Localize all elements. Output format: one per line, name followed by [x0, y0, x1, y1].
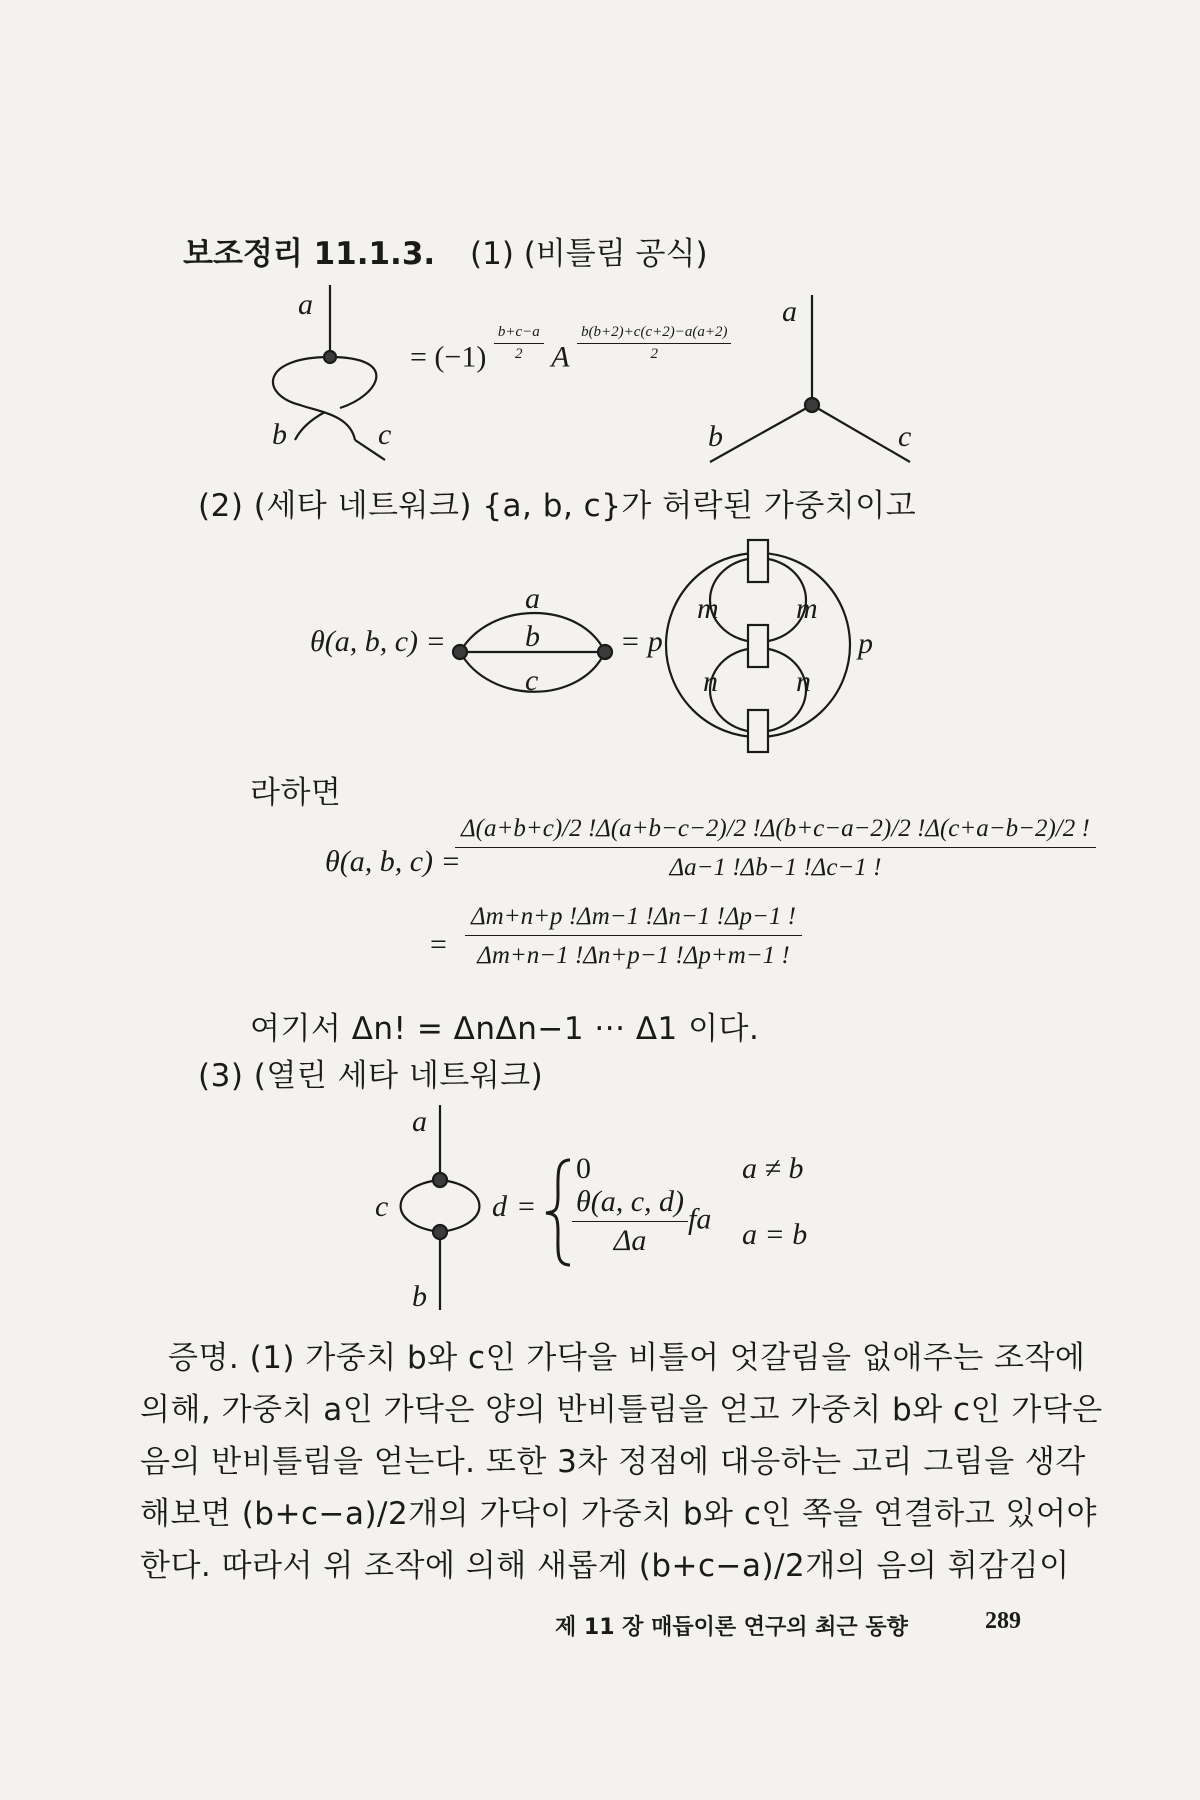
proof-line-5: 한다. 따라서 위 조작에 의해 새롭게 (b+c−a)/2개의 음의 휘감김이: [140, 1548, 1070, 1584]
proof-line-2: 의해, 가중치 a인 가닥은 양의 반비틀림을 얻고 가중치 b와 c인 가닥은: [140, 1392, 1103, 1428]
part2-heading: (2) (세타 네트워크) {a, b, c}가 허락된 가중치이고: [198, 488, 917, 524]
case2-denominator: Δa: [613, 1224, 647, 1257]
open-theta-label-b: b: [412, 1280, 427, 1313]
footer-page-number: 289: [985, 1608, 1021, 1634]
twist-label-c: c: [378, 418, 392, 451]
projector-label-m-right: m: [796, 592, 818, 625]
open-theta-label-a: a: [412, 1105, 427, 1138]
twist-formula-A: A: [551, 340, 570, 374]
twist-exponent-2: $\frac{b(b+2)+c(c+2)-a(a+2)}{2}$: [577, 324, 731, 363]
theta-label-a: a: [525, 582, 540, 615]
projector-label-m-left: m: [697, 592, 719, 625]
brace-path: [546, 1160, 570, 1265]
theta-eval-num-1: Δ(a+b+c)/2 !Δ(a+b−c−2)/2 !Δ(b+c−a−2)/2 !Δ(c+a−b−2)/2 !: [455, 815, 1096, 848]
twist-label-a: a: [298, 288, 313, 321]
proof-line-3: 음의 반비틀림을 얻는다. 또한 3차 정점에 대응하는 고리 그림을 생각: [140, 1444, 1086, 1480]
theta-eval-lhs: θ(a, b, c) =: [325, 845, 461, 878]
projector-label-n-right: n: [796, 665, 811, 698]
part1-heading: (1) (비틀림 공식): [470, 236, 708, 272]
proof-line-4: 해보면 (b+c−a)/2개의 가닥이 가중치 b와 c인 쪽을 연결하고 있어야: [140, 1496, 1097, 1532]
where-text: 여기서 Δn! = ΔnΔn−1 ··· Δ1 이다.: [250, 1011, 760, 1047]
projector-label-p: p: [858, 627, 873, 660]
twist-exponent-1: $\frac{b+c-a}{2}$: [494, 324, 544, 363]
theta-lhs: θ(a, b, c) =: [310, 625, 446, 658]
twist-label-b: b: [272, 418, 287, 451]
theta-eval-eq-2: =: [430, 928, 447, 961]
part3-heading: (3) (열린 세타 네트워크): [198, 1058, 544, 1094]
then-text: 라하면: [250, 775, 342, 811]
twist-formula-lhs: = (−1): [410, 340, 487, 374]
lemma-title: 보조정리 11.1.3.: [183, 236, 436, 272]
case1-condition: a ≠ b: [742, 1152, 804, 1185]
y-label-c: c: [898, 420, 912, 453]
theta-eval-den-2: Δm+n−1 !Δn+p−1 !Δp+m−1 !: [477, 942, 790, 969]
case2-numerator: θ(a, c, d): [572, 1185, 688, 1222]
theta-equals-p: = p: [620, 625, 663, 658]
case2-condition: a = b: [742, 1218, 808, 1251]
theta-label-c: c: [525, 664, 539, 697]
case2-projector: fa: [688, 1202, 712, 1236]
theta-label-b: b: [525, 620, 540, 653]
proof-line-1: 증명. (1) 가중치 b와 c인 가닥을 비틀어 엇갈림을 없애주는 조작에: [168, 1340, 1086, 1376]
case2-expression: [572, 1185, 711, 1258]
open-theta-label-d: d: [492, 1190, 507, 1223]
footer-chapter: 제 11 장 매듭이론 연구의 최근 동향: [555, 1615, 908, 1640]
open-theta-eq: =: [518, 1190, 535, 1223]
y-label-b: b: [708, 420, 723, 453]
open-theta-label-c: c: [375, 1190, 389, 1223]
theta-eval-num-2: Δm+n+p !Δm−1 !Δn−1 !Δp−1 !: [465, 903, 802, 936]
case1-value: 0: [576, 1152, 591, 1185]
y-label-a: a: [782, 295, 797, 328]
projector-label-n-left: n: [703, 665, 718, 698]
theta-eval-den-1: Δa−1 !Δb−1 !Δc−1 !: [669, 854, 882, 881]
